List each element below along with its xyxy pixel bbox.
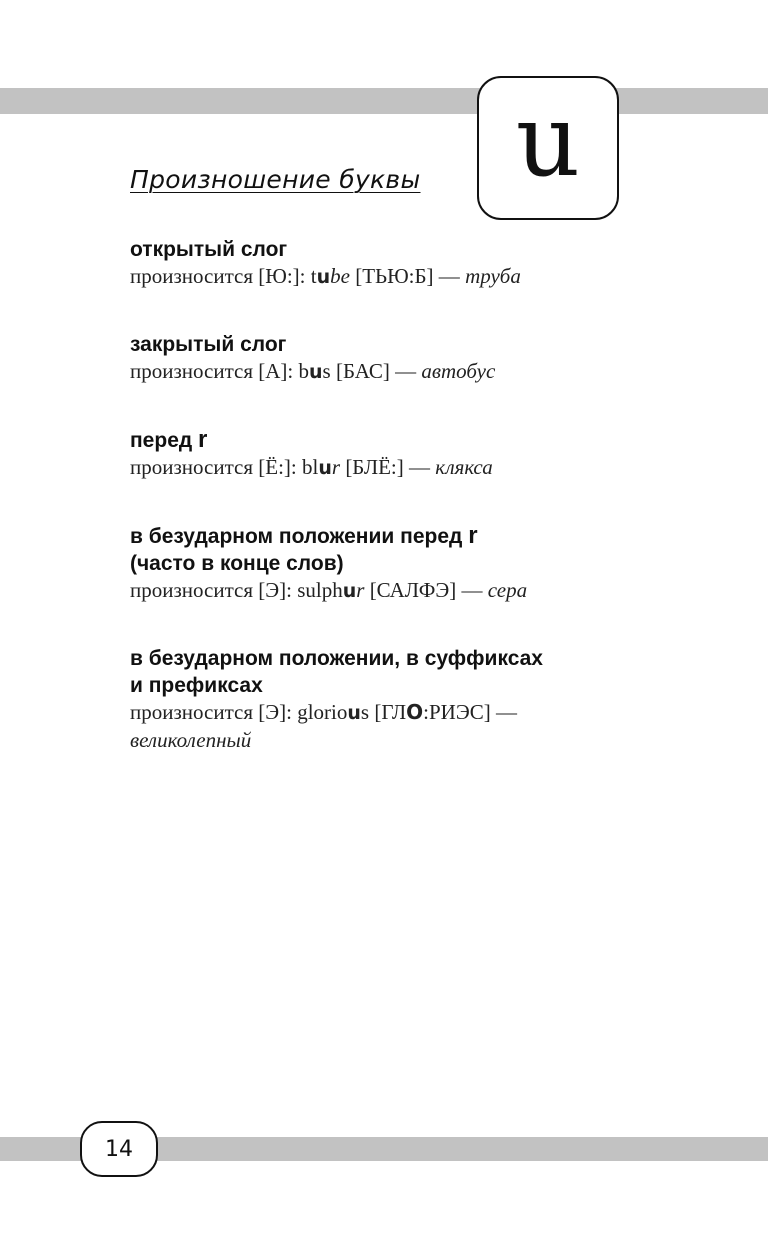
rule-unstressed-affixes: [130, 645, 670, 754]
letter-glyph: u: [515, 82, 581, 199]
translation: клякса: [435, 455, 493, 479]
rule-heading-line2: и префиксах: [130, 674, 263, 697]
translation: труба: [465, 264, 521, 288]
rule-example: произносится [Э]: glorious [ГЛО:РИЭС] —: [130, 700, 517, 724]
rules-list: [130, 236, 670, 794]
translation: великолепный: [130, 728, 252, 752]
highlighted-letter: u: [318, 457, 332, 479]
section-title: Произношение буквы: [130, 165, 421, 194]
rule-example: произносится [А]: bus [БАС] — автобус: [130, 359, 496, 383]
rule-heading-line2: (часто в конце слов): [130, 552, 344, 575]
rule-heading: перед r: [130, 426, 208, 453]
rule-closed-syllable: [130, 331, 670, 386]
rule-example: произносится [Э]: sulphur [САЛФЭ] — сера: [130, 578, 528, 602]
page-number: 14: [80, 1121, 158, 1177]
rule-example: произносится [Ё:]: blur [БЛЁ:] — клякса: [130, 455, 493, 479]
rule-before-r: [130, 426, 670, 482]
highlighted-letter: u: [316, 266, 331, 288]
highlighted-letter: u: [347, 702, 361, 724]
rule-unstressed-before-r: [130, 522, 670, 605]
top-decorative-bar: [0, 88, 768, 114]
rule-heading: в безударном положении перед r: [130, 522, 478, 549]
rule-example: произносится [Ю:]: tube [ТЬЮ:Б] — труба: [130, 264, 521, 288]
translation-line: [130, 727, 670, 754]
rule-heading: в безударном положении, в суффиксах: [130, 647, 543, 670]
letter-tile: [477, 76, 619, 220]
rule-open-syllable: [130, 236, 670, 291]
rule-heading: открытый слог: [130, 238, 288, 261]
highlighted-letter: u: [309, 361, 323, 383]
rule-heading: закрытый слог: [130, 333, 287, 356]
translation: сера: [487, 578, 528, 602]
highlighted-letter: u: [342, 580, 357, 602]
translation: автобус: [421, 359, 496, 383]
